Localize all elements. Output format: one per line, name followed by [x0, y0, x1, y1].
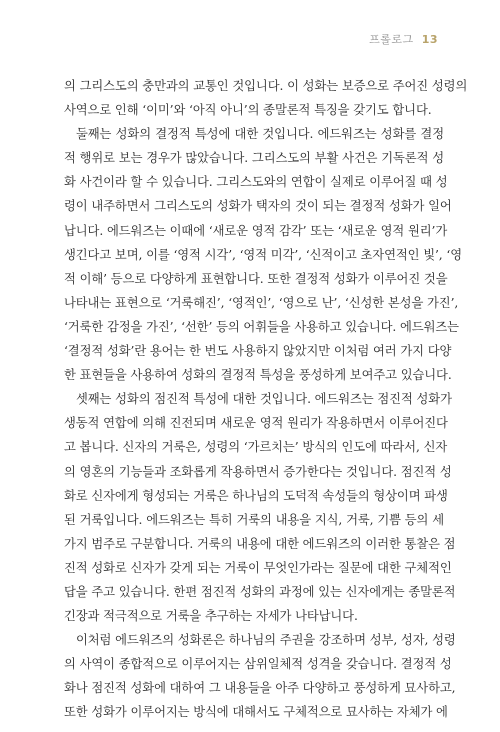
text-line: 진적 성화로 신자가 갖게 되는 거룩이 무엇인가라는 질문에 대한 구체적인 — [64, 560, 452, 575]
text-line: 화로 신자에게 형성되는 거룩은 하나님의 도덕적 속성들의 형상이며 파생 — [64, 488, 448, 503]
text-line: 생동적 연합에 의해 진전되며 새로운 영적 원리가 작용하면서 이루어진다 — [64, 416, 448, 431]
text-line: 한 표현들을 사용하여 성화의 결정적 특성을 풍성하게 보여주고 있습니다. — [64, 368, 452, 383]
text-line: 또한 성화가 이루어지는 방식에 대해서도 구체적으로 묘사하는 자체가 에 — [64, 705, 448, 720]
text-line: 납니다. 에드워즈는 이때에 ‘새로운 영적 감각’ 또는 ‘새로운 영적 원리’가 — [64, 223, 448, 238]
text-line: 셋째는 성화의 점진적 특성에 대한 것입니다. 에드워즈는 점진적 성화가 — [76, 392, 452, 407]
text-body — [64, 74, 468, 725]
text-line: 적 행위로 보는 경우가 많았습니다. 그리스도의 부활 사건은 기독론적 성 — [64, 151, 444, 166]
text-line: 령이 내주하면서 그리스도의 성화가 택자의 것이 되는 결정적 성화가 일어 — [64, 199, 452, 214]
paragraph — [64, 122, 463, 387]
text-line: 된 거룩입니다. 에드워즈는 특히 거룩의 내용을 지식, 거룩, 기쁨 등의 세 — [64, 512, 444, 527]
text-line: ‘거룩한 감정을 가진’, ‘선한’ 등의 어휘들을 사용하고 있습니다. 에드워즈는 — [64, 319, 459, 334]
paragraph — [64, 628, 456, 724]
text-line: 사역으로 인해 ‘이미’와 ‘아직 아니’의 종말론적 특징을 갖기도 합니다. — [64, 103, 432, 118]
text-line: 화나 점진적 성화에 대하여 그 내용들을 아주 다양하고 풍성하게 묘사하고, — [64, 681, 456, 696]
paragraph — [64, 74, 468, 122]
text-line: 이처럼 에드워즈의 성화론은 하나님의 주권을 강조하며 성부, 성자, 성령 — [76, 633, 456, 648]
text-line: 의 사역이 종합적으로 이루어지는 삼위일체적 성격을 갖습니다. 결정적 성 — [64, 657, 452, 672]
text-line: 적 이해’ 등으로 다양하게 표현합니다. 또한 결정적 성화가 이루어진 것을 — [64, 271, 448, 286]
text-line: 생긴다고 보며, 이를 ‘영적 시각’, ‘영적 미각’, ‘신적이고 초자연적인 빛’, ‘영 — [64, 247, 463, 262]
text-line: ‘결정적 성화’란 용어는 한 번도 사용하지 않았지만 이처럼 여러 가지 다양 — [64, 344, 452, 359]
running-header — [369, 31, 438, 47]
text-line: 의 그리스도의 충만과의 교통인 것입니다. 이 성화는 보증으로 주어진 성령의 — [64, 79, 468, 93]
page-number: 13 — [421, 33, 438, 46]
text-line: 고 봅니다. 신자의 거룩은, 성령의 ‘가르치는’ 방식의 인도에 따라서, 신자 — [64, 440, 448, 455]
text-line: 가지 범주로 구분합니다. 거룩의 내용에 대한 에드워즈의 이러한 통찰은 점 — [64, 536, 456, 551]
section-title: 프롤로그 — [369, 33, 414, 46]
paragraph — [64, 387, 456, 628]
text-line: 나타내는 표현으로 ‘거룩해진’, ‘영적인’, ‘영으로 난’, ‘신성한 본성을 가진’, — [64, 295, 459, 310]
text-line: 답을 주고 있습니다. 한편 점진적 성화의 과정에 있는 신자에게는 종말론적 — [64, 584, 456, 599]
text-line: 둘째는 성화의 결정적 특성에 대한 것입니다. 에드워즈는 성화를 결정 — [76, 127, 444, 142]
text-line: 긴장과 적극적으로 거룩을 추구하는 자세가 나타납니다. — [64, 609, 358, 624]
text-line: 화 사건이라 할 수 있습니다. 그리스도와의 연합이 실제로 이루어질 때 성 — [64, 175, 448, 190]
text-line: 의 영혼의 기능들과 조화롭게 작용하면서 증가한다는 것입니다. 점진적 성 — [64, 464, 452, 479]
